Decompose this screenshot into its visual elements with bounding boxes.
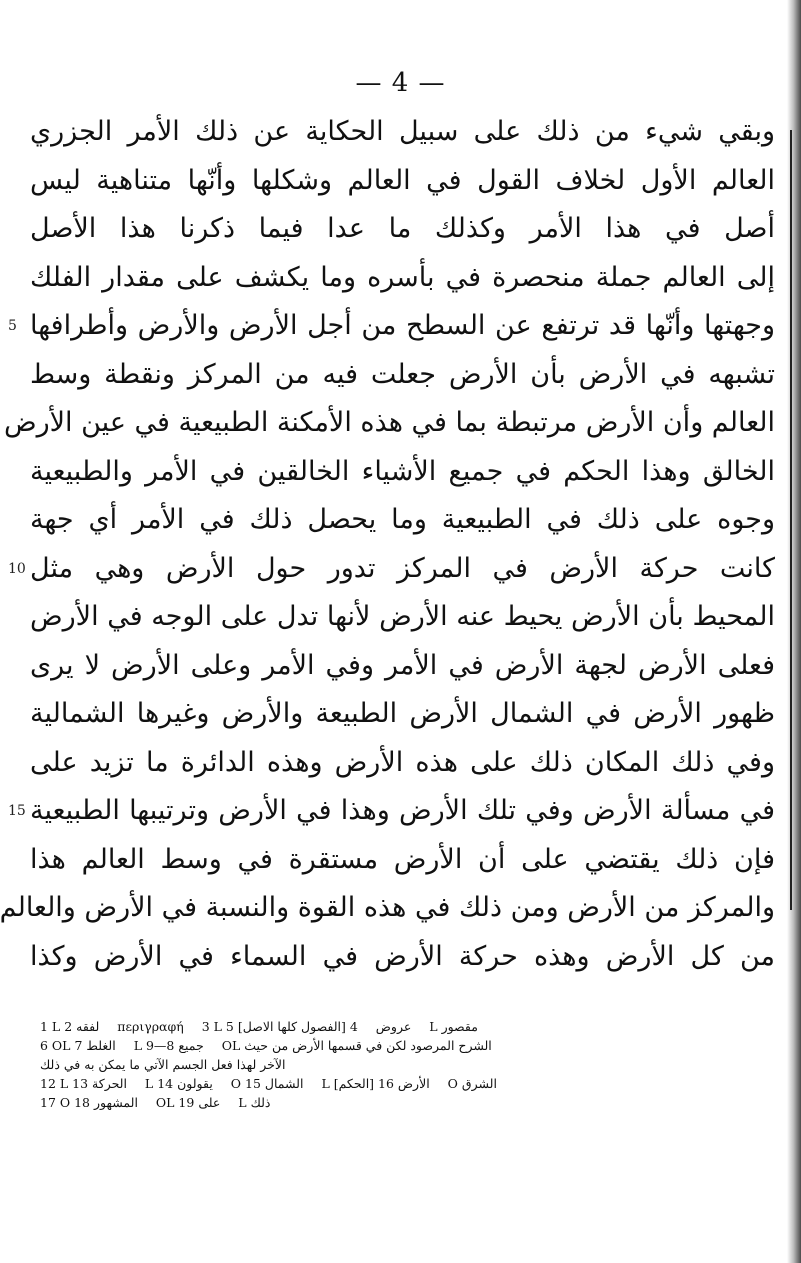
text-line-content: فعلى الأرض لجهة الأرض في الأمر وفي الأمر وعلى الأرض لا يرى <box>30 649 775 681</box>
text-line <box>30 933 775 982</box>
text-line-content: أصل في هذا الأمر وكذلك ما عدا فيما ذكرنا هذا الأصل <box>30 213 775 244</box>
text-line-content: إلى العالم جملة منحصرة في بأسره وما يكشف على مقدار الفلك <box>30 261 775 293</box>
text-line <box>30 108 775 157</box>
text-line <box>8 545 775 594</box>
footnote-entry: 16 [الحكم] O الشرق <box>333 1076 497 1091</box>
text-line-content: والمركز من الأرض ومن ذلك في هذه القوة والنسبة في الأرض والعالم <box>0 892 775 923</box>
footnotes-apparatus <box>40 1017 770 1112</box>
text-line <box>8 302 775 351</box>
footnote-entry: 4 [الفصول كلها الاصل] <box>237 1019 358 1034</box>
footnote-row <box>40 1074 770 1093</box>
text-line <box>30 205 775 254</box>
footnote-entry: 8—9 OL الشرح المرصود لكن في قسمها الأرض من حيث <box>145 1038 492 1053</box>
footnote-row <box>40 1017 770 1036</box>
line-number-marker: 15 <box>8 803 26 819</box>
text-line-content: العالم وأن الأرض مرتبطة بما في هذه الأمكنة الطبيعية في عين الأرض <box>3 407 775 438</box>
text-line <box>30 448 775 497</box>
text-line <box>8 787 775 836</box>
text-line-content: وجهتها وأنّها قد ترتفع عن السطح من أجل الأرض والأرض وأطرافها <box>30 310 775 341</box>
text-line-content: وجوه على ذلك في الطبيعية وما يحصل ذلك في الأمر أي جهة <box>30 504 775 535</box>
text-line <box>30 836 775 885</box>
footnote-entry: 12 L الحركة <box>40 1076 127 1091</box>
footnote-entry: 15 L الأرض <box>245 1076 430 1091</box>
footnote-entry: 2 περιγραφή <box>64 1019 184 1034</box>
text-line <box>30 642 775 691</box>
page-edge-line <box>790 130 792 910</box>
text-line-content: فإن ذلك يقتضي على أن الأرض مستقرة في وسط العالم هذا <box>30 843 775 875</box>
footnote-entry: 6 OL الغلط <box>40 1038 116 1053</box>
line-number-marker: 5 <box>8 318 17 334</box>
text-line-content: العالم الأول لخلاف القول في العالم وشكلها وأنّها متناهية ليس <box>30 164 775 196</box>
footnote-row <box>40 1036 770 1055</box>
text-line <box>30 593 775 642</box>
footnote-row <box>40 1093 770 1112</box>
footnote-entry: 1 L لفقه <box>40 1019 100 1034</box>
footnote-entry: 17 O المشهور <box>40 1095 138 1110</box>
footnote-entry: 14 O الشمال <box>157 1076 304 1091</box>
text-line <box>30 157 775 206</box>
text-line-content: من كل الأرض وهذه حركة الأرض في السماء في الأرض وكذا <box>30 940 775 972</box>
text-line-content: الخالق وهذا الحكم في جميع الأشياء الخالقين في الأمر والطبيعية <box>30 455 775 487</box>
footnote-entry: 5 L مقصور <box>225 1019 478 1034</box>
footnote-row <box>40 1055 770 1074</box>
text-line <box>0 884 775 933</box>
footnote-entry: 19 L ذلك <box>178 1095 271 1110</box>
text-line-content: في مسألة الأرض وفي تلك الأرض وهذا في الأرض وترتيبها الطبيعية <box>30 795 775 826</box>
text-line <box>3 399 775 448</box>
text-line-content: تشبهه في الأرض بأن الأرض جعلت فيه من المركز ونقطة وسط <box>30 358 775 390</box>
text-line-content: المحيط بأن الأرض يحيط عنه الأرض لأنها تدل على الوجه في الأرض <box>30 601 775 632</box>
text-line <box>30 351 775 400</box>
text-line <box>30 254 775 303</box>
page-number: — 4 — <box>355 68 446 98</box>
main-text-block <box>0 108 775 981</box>
text-line <box>30 496 775 545</box>
footnote-entry: 7 L جميع <box>74 1038 204 1053</box>
text-line-content: وفي ذلك المكان ذلك على هذه الأرض وهذه الدائرة ما تزيد على <box>30 746 775 778</box>
text-line <box>30 690 775 739</box>
footnote-entry: 18 OL على <box>74 1095 221 1110</box>
text-line-content: ظهور الأرض في الشمال الأرض الطبيعة والأرض وغيرها الشمالية <box>30 698 775 729</box>
footnote-entry: 13 L يقولون <box>72 1076 213 1091</box>
text-line-content: وبقي شيء من ذلك على سبيل الحكاية عن ذلك الأمر الجزري <box>30 116 775 147</box>
footnote-entry: الآخر لهذا فعل الجسم الآتي ما يمكن به في ذلك <box>40 1057 286 1072</box>
line-number-marker: 10 <box>8 560 26 577</box>
text-line <box>30 739 775 788</box>
footnote-entry: 3 L عروض <box>201 1019 412 1034</box>
text-line-content: كانت حركة الأرض في المركز تدور حول الأرض وهي مثل <box>30 552 775 584</box>
